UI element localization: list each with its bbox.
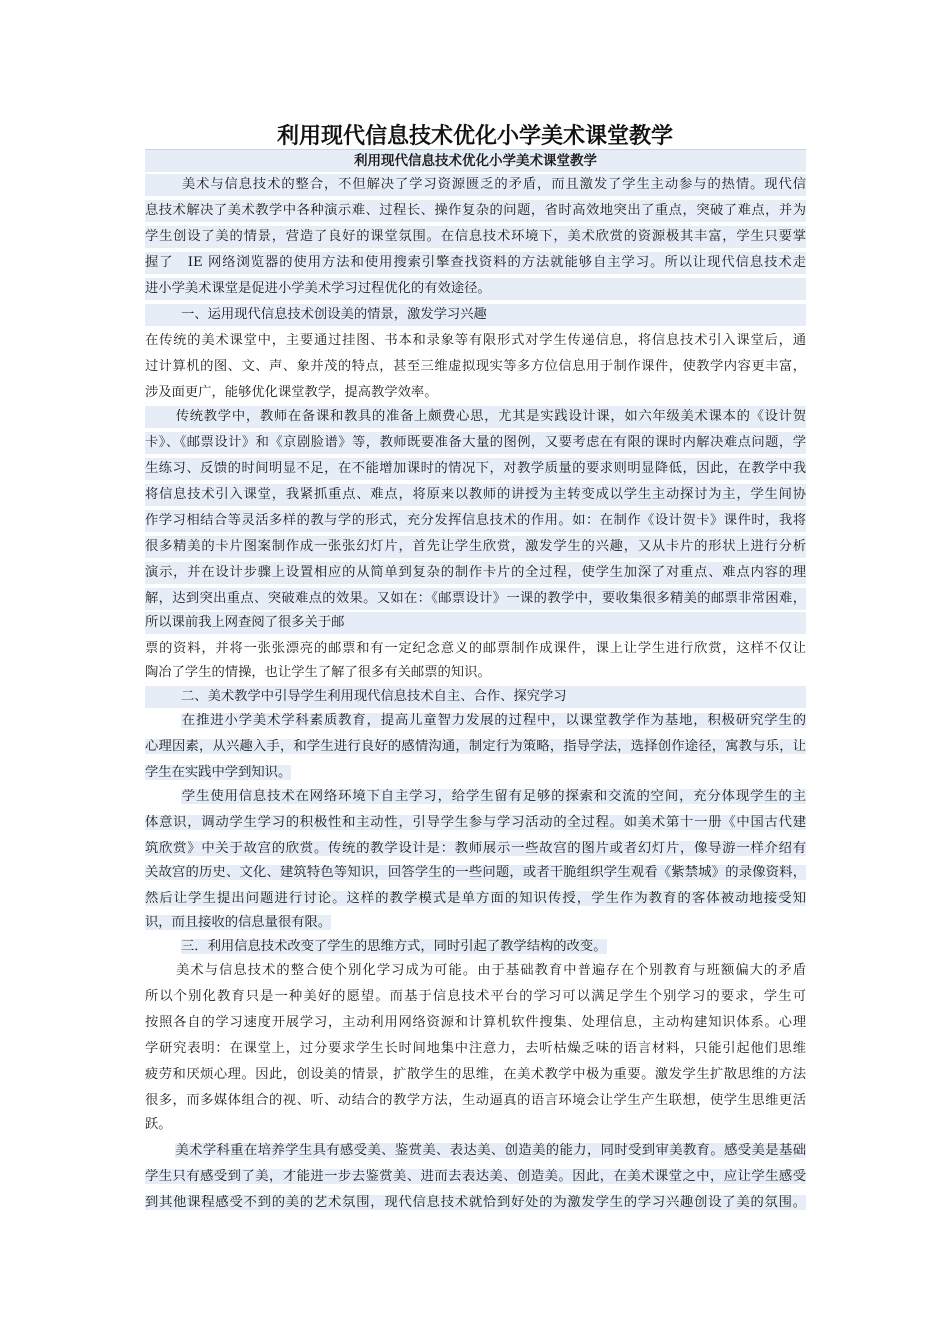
line-text: 疲劳和厌烦心理。因此，创设美的情景，扩散学生的思维，在美术教学中极为重要。激发学生扩散思维的方法 <box>145 1067 806 1082</box>
line-text: 所以课前我上网查阅了很多关于邮 <box>145 615 345 630</box>
line-text: 关故宫的历史、文化、建筑特色等知识，回答学生的一些问题，或者干脆组织学生观看《紫禁城》的录像资料， <box>145 865 806 880</box>
body-line <box>145 356 806 378</box>
line-text: 学研究表明：在课堂上，过分要求学生长时间地集中注意力，去听枯燥乏味的语言材料，只能引起他们思维 <box>145 1041 806 1056</box>
body-line <box>145 304 806 326</box>
body-line <box>145 1090 806 1112</box>
body-line <box>145 226 806 248</box>
line-text: 解，达到突出重点、突破难点的效果。又如在：《邮票设计》一课的教学中，要收集很多精美的邮票非常困难， <box>145 591 806 606</box>
body-line <box>145 562 806 584</box>
body-line <box>145 686 806 708</box>
line-text: 卡》、《邮票设计》和《京剧脸谱》等，教师既要准备大量的图例，又要考虑在有限的课时内解决难点问题，学 <box>145 435 806 450</box>
body-line <box>145 710 806 732</box>
line-text: 心理因素，从兴趣入手，和学生进行良好的感情沟通，制定行为策略，指导学法，选择创作途径，寓教与乐，让 <box>145 739 806 754</box>
line-text: 识，而且接收的信息量很有限。 <box>145 915 332 930</box>
body-line <box>145 1166 806 1188</box>
body-line <box>145 200 806 222</box>
body-line <box>145 612 806 634</box>
line-text: 进小学美术课堂是促进小学美术学习过程优化的有效途径。 <box>145 281 491 296</box>
body-line <box>145 986 806 1008</box>
line-text: 票的资料，并将一张张漂亮的邮票和有一定纪念意义的邮票制作成课件，课上让学生进行欣赏，这样不仅让 <box>145 641 806 656</box>
body-line <box>145 432 806 454</box>
line-text: 将信息技术引入课堂，我紧抓重点、难点，将原来以教师的讲授为主转变成以学生主动探讨为主，学生间协 <box>145 487 806 502</box>
line-text: 传统教学中，教师在备课和教具的准备上颇费心思，尤其是实践设计课，如六年级美术课本的《设计贺 <box>175 409 806 424</box>
line-text: 到其他课程感受不到的美的艺术氛围，现代信息技术就恰到好处的为激发学生的学习兴趣创设了美的氛围。 <box>145 1195 806 1210</box>
body-line <box>145 458 806 480</box>
body-line <box>145 484 806 506</box>
line-text: 美术学科重在培养学生具有感受美、鉴赏美、表达美、创造美的能力，同时受到审美教育。感受美是基础 <box>175 1143 806 1158</box>
document-title: 利用现代信息技术优化小学美术课堂教学 <box>276 124 673 149</box>
line-text: 握了 IE 网络浏览器的使用方法和使用搜索引擎查找资料的方法就能够自主学习。所以让现代信息技术走 <box>145 255 806 270</box>
body-line <box>145 662 806 684</box>
line-text: 一、运用现代信息技术创设美的情景，激发学习兴趣 <box>181 307 487 322</box>
line-text: 息技术解决了美术教学中各种演示难、过程长、操作复杂的问题，省时高效地突出了重点，突破了难点，并为 <box>145 203 806 218</box>
line-text: 所以个别化教育只是一种美好的愿望。而基于信息技术平台的学习可以满足学生个别学习的要求，学生可 <box>145 989 806 1004</box>
body-line <box>145 912 806 934</box>
document-subtitle: 利用现代信息技术优化小学美术课堂教学 <box>145 150 806 172</box>
line-text: 学生在实践中学到知识。 <box>145 765 292 780</box>
body-line <box>145 960 806 982</box>
body-line <box>145 1012 806 1034</box>
body-line <box>145 862 806 884</box>
body-line <box>145 1114 806 1136</box>
line-text: 学生使用信息技术在网络环境下自主学习，给学生留有足够的探索和交流的空间，充分体现学生的主 <box>181 789 806 804</box>
body-line <box>145 638 806 660</box>
body-line <box>145 252 806 274</box>
line-text: 作学习相结合等灵活多样的教与学的形式，充分发挥信息技术的作用。如：在制作《设计贺卡》课件时，我将 <box>145 513 806 528</box>
line-text: 在传统的美术课堂中，主要通过挂图、书本和录象等有限形式对学生传递信息，将信息技术引入课堂后，通 <box>145 333 806 348</box>
body-line <box>145 762 806 784</box>
body-line <box>145 382 806 404</box>
line-text: 很多，而多媒体组合的视、听、动结合的教学方法，生动逼真的语言环境会让学生产生联想，使学生思维更活 <box>145 1093 806 1108</box>
line-text: 美术与信息技术的整合，不但解决了学习资源匮乏的矛盾，而且激发了学生主动参与的热情。现代信 <box>181 177 806 192</box>
line-text: 很多精美的卡片图案制作成一张张幻灯片，首先让学生欣赏，激发学生的兴趣，又从卡片的形状上进行分析 <box>145 539 806 554</box>
line-text: 三．利用信息技术改变了学生的思维方式，同时引起了教学结构的改变。 <box>181 939 607 954</box>
body-line <box>145 278 806 300</box>
body-line <box>145 1140 806 1162</box>
line-text: 过计算机的图、文、声、象并茂的特点，甚至三维虚拟现实等多方位信息用于制作课件，使教学内容更丰富， <box>145 359 806 374</box>
body-line <box>145 736 806 758</box>
body-line <box>145 536 806 558</box>
line-text: 美术与信息技术的整合使个别化学习成为可能。由于基础教育中普遍存在个别教育与班额偏大的矛盾 <box>175 963 806 978</box>
line-text: 体意识，调动学生学习的积极性和主动性，引导学生参与学习活动的全过程。如美术第十一册《中国古代建 <box>145 815 806 830</box>
line-text: 在推进小学美术学科素质教育，提高儿童智力发展的过程中，以课堂教学作为基地，积极研究学生的 <box>181 713 806 728</box>
line-text: 按照各自的学习速度开展学习，主动利用网络资源和计算机软件搜集、处理信息，主动构建知识体系。心理 <box>145 1015 806 1030</box>
line-text: 学生创设了美的情景，营造了良好的课堂氛围。在信息技术环境下，美术欣赏的资源极其丰富，学生只要掌 <box>145 229 806 244</box>
body-line <box>145 1038 806 1060</box>
body-line <box>145 330 806 352</box>
body-line <box>145 812 806 834</box>
body-line <box>145 588 806 610</box>
line-text: 筑欣赏》中关于故宫的欣赏。传统的教学设计是：教师展示一些故宫的图片或者幻灯片，像导游一样介绍有 <box>145 841 806 856</box>
line-text: 然后让学生提出问题进行讨论。这样的教学模式是单方面的知识传授，学生作为教育的客体被动地接受知 <box>145 891 806 906</box>
line-text: 陶冶了学生的情操，也让学生了解了很多有关邮票的知识。 <box>145 665 491 680</box>
line-text: 演示，并在设计步骤上设置相应的从简单到复杂的制作卡片的全过程，使学生加深了对重点、难点内容的理 <box>145 565 806 580</box>
body-line <box>145 838 806 860</box>
line-text: 涉及面更广，能够优化课堂教学，提高教学效率。 <box>145 385 438 400</box>
body-line <box>145 936 806 958</box>
line-text: 生练习、反馈的时间明显不足，在不能增加课时的情况下，对教学质量的要求则明显降低，因此，在教学中我 <box>145 461 806 476</box>
line-text: 学生只有感受到了美，才能进一步去鉴赏美、进而去表达美、创造美。因此，在美术课堂之中，应让学生感受 <box>145 1169 806 1184</box>
body-line <box>145 888 806 910</box>
body-line <box>145 1192 806 1214</box>
body-line <box>145 406 806 428</box>
line-text: 跃。 <box>145 1117 172 1132</box>
body-line <box>145 174 806 196</box>
body-line <box>145 786 806 808</box>
body-line <box>145 1064 806 1086</box>
body-line <box>145 510 806 532</box>
line-text: 二、美术教学中引导学生利用现代信息技术自主、合作、探究学习 <box>181 689 567 704</box>
